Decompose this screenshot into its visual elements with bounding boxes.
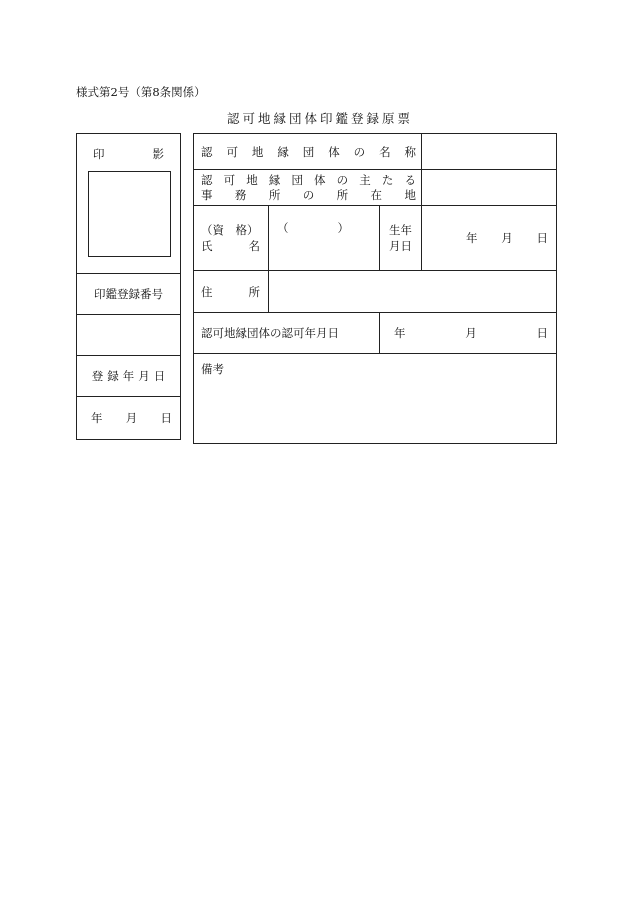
birth-label-line2: 月日 bbox=[389, 239, 412, 253]
approval-date-label-text: 認可地縁団体の認可年月日 bbox=[201, 326, 339, 340]
office-label-char: 務 bbox=[234, 187, 247, 202]
approval-day-label: 日 bbox=[536, 326, 548, 340]
birth-month-label: 月 bbox=[501, 231, 513, 245]
name-label bbox=[194, 238, 268, 254]
birth-day-label: 日 bbox=[536, 231, 549, 245]
registration-date-label: 登録年月日 bbox=[77, 356, 181, 397]
org-name-label-char: の bbox=[353, 144, 366, 159]
office-label-char: 主 bbox=[359, 172, 371, 187]
remarks-field[interactable] bbox=[194, 354, 557, 444]
address-label-cell bbox=[194, 271, 269, 313]
registration-date-field[interactable] bbox=[77, 397, 181, 440]
approval-date-label bbox=[194, 313, 380, 354]
seal-impression-label bbox=[77, 146, 180, 162]
name-field[interactable] bbox=[269, 206, 380, 271]
birth-label-line1: 生年 bbox=[389, 223, 412, 237]
address-field[interactable] bbox=[269, 271, 557, 313]
office-label-char: 団 bbox=[291, 172, 303, 187]
office-label-line2 bbox=[194, 188, 421, 203]
registration-number-label: 印鑑登録番号 bbox=[77, 274, 181, 315]
paren-open: （ bbox=[277, 221, 289, 235]
paren-close: ） bbox=[337, 221, 349, 235]
org-name-label-char: 団 bbox=[302, 144, 315, 159]
remarks-label: 備考 bbox=[201, 362, 224, 376]
birth-date-field[interactable] bbox=[422, 206, 557, 271]
office-label-char: 所 bbox=[268, 187, 281, 202]
office-label-char: 事 bbox=[201, 187, 213, 202]
name-label-cell bbox=[194, 206, 269, 271]
office-label-char: 地 bbox=[246, 172, 258, 187]
date-month-label: 月 bbox=[125, 411, 138, 425]
office-label-char: の bbox=[302, 187, 315, 202]
birth-date-label bbox=[380, 206, 422, 271]
org-name-label-char: 名 bbox=[379, 144, 391, 159]
org-name-label-char: 可 bbox=[226, 144, 238, 159]
seal-label-char: 印 bbox=[93, 147, 105, 161]
address-label-char: 住 bbox=[201, 284, 213, 299]
org-name-label-char: 縁 bbox=[277, 144, 289, 159]
org-name-label-cell bbox=[194, 134, 422, 170]
office-label-char: 縁 bbox=[268, 172, 281, 187]
registration-number-field[interactable] bbox=[77, 315, 181, 356]
document-title: 認可地縁団体印鑑登録原票 bbox=[226, 111, 413, 126]
office-label-char: 可 bbox=[223, 172, 236, 187]
name-label-char: 氏 bbox=[201, 239, 213, 253]
org-name-label-char: 認 bbox=[201, 144, 213, 159]
org-name-label-char: 体 bbox=[328, 144, 340, 159]
date-year-label: 年 bbox=[91, 411, 103, 425]
approval-month-label: 月 bbox=[465, 326, 477, 340]
seal-label-char: 影 bbox=[152, 147, 164, 161]
office-label-char: 在 bbox=[370, 187, 383, 202]
office-label-char: る bbox=[404, 172, 416, 187]
org-name-label-char: 地 bbox=[251, 144, 264, 159]
org-name-label-char: 称 bbox=[404, 144, 416, 159]
qualification-label: （資 格） bbox=[201, 223, 259, 237]
office-address-field[interactable] bbox=[422, 170, 557, 206]
birth-year-label: 年 bbox=[466, 231, 478, 245]
approval-date-field[interactable] bbox=[380, 313, 557, 354]
organization-info-table bbox=[193, 133, 557, 444]
date-day-label: 日 bbox=[160, 411, 172, 425]
seal-impression-box[interactable] bbox=[88, 171, 171, 257]
form-number-label: 様式第2号（第8条関係） bbox=[76, 85, 206, 99]
org-name-field[interactable] bbox=[422, 134, 557, 170]
office-label-char: の bbox=[336, 172, 349, 187]
office-address-label-cell bbox=[194, 170, 422, 206]
office-label-char: 体 bbox=[314, 172, 326, 187]
name-label-char: 名 bbox=[248, 239, 260, 253]
office-label-line1 bbox=[194, 173, 421, 188]
office-label-char: 所 bbox=[336, 187, 349, 202]
office-label-char: 認 bbox=[201, 172, 213, 187]
seal-info-table bbox=[76, 133, 181, 440]
org-name-label bbox=[194, 144, 421, 160]
address-label-char: 所 bbox=[248, 284, 260, 299]
approval-year-label: 年 bbox=[394, 326, 406, 340]
office-label-char: た bbox=[381, 172, 394, 187]
office-label-char: 地 bbox=[404, 187, 416, 202]
seal-impression-cell bbox=[77, 134, 181, 274]
